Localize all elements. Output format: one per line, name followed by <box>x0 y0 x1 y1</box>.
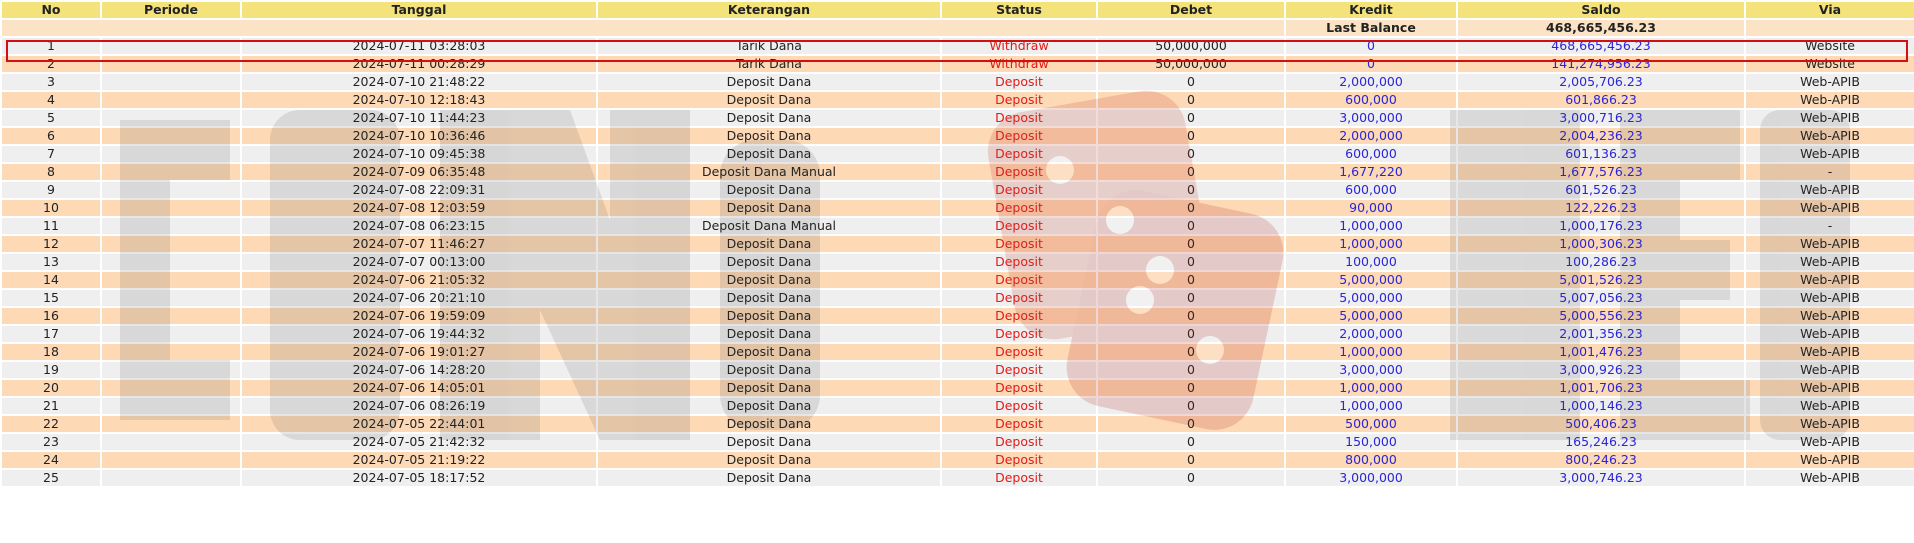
last-balance-spacer <box>2 20 1284 36</box>
table-row[interactable] <box>2 92 1914 108</box>
cell-tanggal: 2024-07-10 09:45:38 <box>242 146 596 162</box>
cell-periode <box>102 218 240 234</box>
cell-debet: 0 <box>1098 74 1284 90</box>
cell-via: Website <box>1746 56 1914 72</box>
cell-kredit: 5,000,000 <box>1286 272 1456 288</box>
cell-periode <box>102 110 240 126</box>
cell-tanggal: 2024-07-06 08:26:19 <box>242 398 596 414</box>
cell-tanggal: 2024-07-10 11:44:23 <box>242 110 596 126</box>
cell-via: Web-APIB <box>1746 74 1914 90</box>
cell-keterangan: Deposit Dana <box>598 236 940 252</box>
cell-kredit: 150,000 <box>1286 434 1456 450</box>
cell-kredit: 1,000,000 <box>1286 398 1456 414</box>
cell-debet: 0 <box>1098 308 1284 324</box>
cell-keterangan: Deposit Dana <box>598 290 940 306</box>
cell-periode <box>102 470 240 486</box>
cell-debet: 0 <box>1098 452 1284 468</box>
table-row[interactable] <box>2 146 1914 162</box>
cell-debet: 0 <box>1098 326 1284 342</box>
col-header-debet[interactable]: Debet <box>1098 2 1284 18</box>
cell-saldo: 1,000,176.23 <box>1458 218 1744 234</box>
cell-debet: 0 <box>1098 380 1284 396</box>
cell-keterangan: Deposit Dana <box>598 182 940 198</box>
cell-status: Deposit <box>942 272 1096 288</box>
cell-saldo: 2,005,706.23 <box>1458 74 1744 90</box>
cell-saldo: 165,246.23 <box>1458 434 1744 450</box>
cell-kredit: 100,000 <box>1286 254 1456 270</box>
cell-no: 10 <box>2 200 100 216</box>
table-row[interactable] <box>2 434 1914 450</box>
cell-debet: 0 <box>1098 218 1284 234</box>
cell-tanggal: 2024-07-08 12:03:59 <box>242 200 596 216</box>
cell-saldo: 601,526.23 <box>1458 182 1744 198</box>
cell-keterangan: Deposit Dana <box>598 74 940 90</box>
cell-status: Deposit <box>942 128 1096 144</box>
cell-kredit: 0 <box>1286 56 1456 72</box>
cell-no: 24 <box>2 452 100 468</box>
cell-tanggal: 2024-07-08 06:23:15 <box>242 218 596 234</box>
cell-tanggal: 2024-07-10 21:48:22 <box>242 74 596 90</box>
cell-kredit: 1,000,000 <box>1286 344 1456 360</box>
cell-tanggal: 2024-07-06 19:59:09 <box>242 308 596 324</box>
cell-tanggal: 2024-07-06 14:05:01 <box>242 380 596 396</box>
table-row[interactable] <box>2 236 1914 252</box>
cell-via: Web-APIB <box>1746 290 1914 306</box>
cell-kredit: 1,000,000 <box>1286 380 1456 396</box>
cell-saldo: 2,001,356.23 <box>1458 326 1744 342</box>
cell-debet: 50,000,000 <box>1098 38 1284 54</box>
cell-no: 3 <box>2 74 100 90</box>
cell-kredit: 3,000,000 <box>1286 362 1456 378</box>
cell-keterangan: Deposit Dana <box>598 200 940 216</box>
col-header-tanggal[interactable]: Tanggal <box>242 2 596 18</box>
cell-debet: 0 <box>1098 164 1284 180</box>
cell-saldo: 100,286.23 <box>1458 254 1744 270</box>
cell-tanggal: 2024-07-09 06:35:48 <box>242 164 596 180</box>
cell-tanggal: 2024-07-05 22:44:01 <box>242 416 596 432</box>
cell-via: Web-APIB <box>1746 308 1914 324</box>
cell-kredit: 500,000 <box>1286 416 1456 432</box>
cell-status: Deposit <box>942 182 1096 198</box>
cell-status: Deposit <box>942 92 1096 108</box>
cell-periode <box>102 434 240 450</box>
cell-status: Deposit <box>942 290 1096 306</box>
cell-status: Deposit <box>942 308 1096 324</box>
cell-periode <box>102 380 240 396</box>
cell-tanggal: 2024-07-08 22:09:31 <box>242 182 596 198</box>
table-row[interactable] <box>2 398 1914 414</box>
cell-keterangan: Tarik Dana <box>598 56 940 72</box>
cell-kredit: 5,000,000 <box>1286 308 1456 324</box>
cell-periode <box>102 200 240 216</box>
cell-debet: 0 <box>1098 434 1284 450</box>
cell-periode <box>102 308 240 324</box>
cell-no: 21 <box>2 398 100 414</box>
col-header-kredit[interactable]: Kredit <box>1286 2 1456 18</box>
col-header-keterangan[interactable]: Keterangan <box>598 2 940 18</box>
cell-tanggal: 2024-07-11 03:28:03 <box>242 38 596 54</box>
cell-via: Web-APIB <box>1746 470 1914 486</box>
cell-debet: 0 <box>1098 92 1284 108</box>
table-row[interactable] <box>2 74 1914 90</box>
last-balance-row <box>2 20 1914 36</box>
cell-saldo: 500,406.23 <box>1458 416 1744 432</box>
cell-keterangan: Deposit Dana <box>598 254 940 270</box>
cell-status: Deposit <box>942 452 1096 468</box>
cell-kredit: 600,000 <box>1286 182 1456 198</box>
table-row[interactable] <box>2 254 1914 270</box>
cell-periode <box>102 74 240 90</box>
col-header-periode[interactable]: Periode <box>102 2 240 18</box>
cell-kredit: 1,677,220 <box>1286 164 1456 180</box>
cell-via: Web-APIB <box>1746 254 1914 270</box>
cell-tanggal: 2024-07-10 10:36:46 <box>242 128 596 144</box>
cell-via: Web-APIB <box>1746 452 1914 468</box>
cell-status: Deposit <box>942 254 1096 270</box>
cell-status: Deposit <box>942 398 1096 414</box>
cell-tanggal: 2024-07-11 00:28:29 <box>242 56 596 72</box>
col-header-status[interactable]: Status <box>942 2 1096 18</box>
cell-saldo: 1,001,706.23 <box>1458 380 1744 396</box>
cell-kredit: 2,000,000 <box>1286 326 1456 342</box>
cell-periode <box>102 236 240 252</box>
table-row[interactable] <box>2 416 1914 432</box>
cell-via: Web-APIB <box>1746 416 1914 432</box>
cell-via: Web-APIB <box>1746 128 1914 144</box>
cell-via: Web-APIB <box>1746 182 1914 198</box>
cell-keterangan: Deposit Dana <box>598 470 940 486</box>
cell-debet: 50,000,000 <box>1098 56 1284 72</box>
cell-keterangan: Deposit Dana <box>598 110 940 126</box>
cell-status: Deposit <box>942 380 1096 396</box>
table-row[interactable] <box>2 362 1914 378</box>
cell-via: Web-APIB <box>1746 200 1914 216</box>
cell-status: Deposit <box>942 362 1096 378</box>
cell-debet: 0 <box>1098 146 1284 162</box>
cell-via: Web-APIB <box>1746 92 1914 108</box>
cell-saldo: 3,000,716.23 <box>1458 110 1744 126</box>
cell-tanggal: 2024-07-06 21:05:32 <box>242 272 596 288</box>
cell-no: 16 <box>2 308 100 324</box>
cell-saldo: 601,866.23 <box>1458 92 1744 108</box>
cell-no: 20 <box>2 380 100 396</box>
cell-no: 15 <box>2 290 100 306</box>
table-row[interactable] <box>2 110 1914 126</box>
cell-via: Web-APIB <box>1746 326 1914 342</box>
cell-no: 1 <box>2 38 100 54</box>
cell-status: Deposit <box>942 470 1096 486</box>
cell-kredit: 1,000,000 <box>1286 218 1456 234</box>
last-balance-value: 468,665,456.23 <box>1458 20 1744 36</box>
cell-saldo: 1,001,476.23 <box>1458 344 1744 360</box>
cell-periode <box>102 344 240 360</box>
cell-kredit: 90,000 <box>1286 200 1456 216</box>
cell-debet: 0 <box>1098 398 1284 414</box>
cell-saldo: 800,246.23 <box>1458 452 1744 468</box>
cell-tanggal: 2024-07-10 12:18:43 <box>242 92 596 108</box>
cell-status: Deposit <box>942 236 1096 252</box>
cell-tanggal: 2024-07-06 19:01:27 <box>242 344 596 360</box>
last-balance-via-spacer <box>1746 20 1914 36</box>
cell-saldo: 5,007,056.23 <box>1458 290 1744 306</box>
cell-saldo: 122,226.23 <box>1458 200 1744 216</box>
table-header-row <box>2 2 1914 18</box>
cell-no: 8 <box>2 164 100 180</box>
cell-via: Web-APIB <box>1746 272 1914 288</box>
cell-status: Withdraw <box>942 38 1096 54</box>
cell-periode <box>102 146 240 162</box>
cell-debet: 0 <box>1098 416 1284 432</box>
cell-via: Web-APIB <box>1746 434 1914 450</box>
cell-saldo: 468,665,456.23 <box>1458 38 1744 54</box>
table-row[interactable] <box>2 470 1914 486</box>
cell-status: Deposit <box>942 344 1096 360</box>
cell-keterangan: Deposit Dana <box>598 326 940 342</box>
cell-no: 17 <box>2 326 100 342</box>
cell-via: Web-APIB <box>1746 344 1914 360</box>
cell-status: Deposit <box>942 164 1096 180</box>
cell-keterangan: Tarik Dana <box>598 38 940 54</box>
table-row[interactable] <box>2 128 1914 144</box>
cell-periode <box>102 272 240 288</box>
cell-via: Web-APIB <box>1746 110 1914 126</box>
cell-kredit: 0 <box>1286 38 1456 54</box>
col-header-via[interactable]: Via <box>1746 2 1914 18</box>
cell-keterangan: Deposit Dana <box>598 452 940 468</box>
table-row[interactable] <box>2 218 1914 234</box>
cell-saldo: 1,000,306.23 <box>1458 236 1744 252</box>
cell-no: 12 <box>2 236 100 252</box>
cell-via: Web-APIB <box>1746 398 1914 414</box>
table-row[interactable] <box>2 200 1914 216</box>
cell-saldo: 2,004,236.23 <box>1458 128 1744 144</box>
cell-periode <box>102 452 240 468</box>
cell-via: Web-APIB <box>1746 236 1914 252</box>
cell-no: 22 <box>2 416 100 432</box>
cell-saldo: 601,136.23 <box>1458 146 1744 162</box>
cell-keterangan: Deposit Dana <box>598 128 940 144</box>
cell-periode <box>102 290 240 306</box>
cell-status: Deposit <box>942 200 1096 216</box>
cell-debet: 0 <box>1098 290 1284 306</box>
last-balance-label: Last Balance <box>1286 20 1456 36</box>
cell-saldo: 3,000,926.23 <box>1458 362 1744 378</box>
cell-keterangan: Deposit Dana <box>598 416 940 432</box>
table-row[interactable] <box>2 272 1914 288</box>
cell-kredit: 3,000,000 <box>1286 470 1456 486</box>
col-header-no[interactable]: No <box>2 2 100 18</box>
table-row[interactable] <box>2 326 1914 342</box>
cell-periode <box>102 398 240 414</box>
cell-via: - <box>1746 218 1914 234</box>
cell-tanggal: 2024-07-06 14:28:20 <box>242 362 596 378</box>
cell-no: 19 <box>2 362 100 378</box>
cell-kredit: 1,000,000 <box>1286 236 1456 252</box>
cell-tanggal: 2024-07-05 21:19:22 <box>242 452 596 468</box>
cell-debet: 0 <box>1098 128 1284 144</box>
cell-debet: 0 <box>1098 200 1284 216</box>
cell-kredit: 600,000 <box>1286 92 1456 108</box>
cell-no: 18 <box>2 344 100 360</box>
cell-no: 2 <box>2 56 100 72</box>
cell-kredit: 600,000 <box>1286 146 1456 162</box>
cell-no: 13 <box>2 254 100 270</box>
cell-keterangan: Deposit Dana <box>598 380 940 396</box>
cell-no: 6 <box>2 128 100 144</box>
cell-debet: 0 <box>1098 362 1284 378</box>
cell-status: Deposit <box>942 416 1096 432</box>
cell-status: Deposit <box>942 146 1096 162</box>
cell-keterangan: Deposit Dana Manual <box>598 164 940 180</box>
cell-kredit: 2,000,000 <box>1286 74 1456 90</box>
cell-via: - <box>1746 164 1914 180</box>
table-row[interactable] <box>2 344 1914 360</box>
cell-kredit: 5,000,000 <box>1286 290 1456 306</box>
cell-saldo: 1,000,146.23 <box>1458 398 1744 414</box>
cell-status: Deposit <box>942 218 1096 234</box>
cell-periode <box>102 128 240 144</box>
cell-status: Deposit <box>942 434 1096 450</box>
table-row[interactable] <box>2 452 1914 468</box>
cell-keterangan: Deposit Dana <box>598 362 940 378</box>
selected-row-highlight <box>6 40 1908 62</box>
cell-kredit: 2,000,000 <box>1286 128 1456 144</box>
cell-no: 7 <box>2 146 100 162</box>
cell-tanggal: 2024-07-06 20:21:10 <box>242 290 596 306</box>
cell-via: Web-APIB <box>1746 362 1914 378</box>
cell-keterangan: Deposit Dana <box>598 146 940 162</box>
cell-tanggal: 2024-07-05 21:42:32 <box>242 434 596 450</box>
cell-periode <box>102 164 240 180</box>
cell-via: Website <box>1746 38 1914 54</box>
cell-keterangan: Deposit Dana <box>598 92 940 108</box>
table-row[interactable] <box>2 380 1914 396</box>
cell-status: Withdraw <box>942 56 1096 72</box>
table-row[interactable] <box>2 308 1914 324</box>
cell-debet: 0 <box>1098 272 1284 288</box>
cell-keterangan: Deposit Dana <box>598 434 940 450</box>
cell-saldo: 5,000,556.23 <box>1458 308 1744 324</box>
cell-no: 23 <box>2 434 100 450</box>
cell-kredit: 800,000 <box>1286 452 1456 468</box>
cell-keterangan: Deposit Dana <box>598 308 940 324</box>
cell-periode <box>102 362 240 378</box>
cell-saldo: 5,001,526.23 <box>1458 272 1744 288</box>
cell-tanggal: 2024-07-07 00:13:00 <box>242 254 596 270</box>
col-header-saldo[interactable]: Saldo <box>1458 2 1744 18</box>
cell-no: 5 <box>2 110 100 126</box>
cell-saldo: 3,000,746.23 <box>1458 470 1744 486</box>
table-row[interactable] <box>2 164 1914 180</box>
cell-status: Deposit <box>942 74 1096 90</box>
table-row[interactable] <box>2 182 1914 198</box>
cell-status: Deposit <box>942 326 1096 342</box>
cell-keterangan: Deposit Dana <box>598 398 940 414</box>
cell-debet: 0 <box>1098 344 1284 360</box>
cell-tanggal: 2024-07-07 11:46:27 <box>242 236 596 252</box>
cell-periode <box>102 92 240 108</box>
cell-keterangan: Deposit Dana <box>598 344 940 360</box>
cell-keterangan: Deposit Dana Manual <box>598 218 940 234</box>
cell-debet: 0 <box>1098 182 1284 198</box>
cell-periode <box>102 254 240 270</box>
cell-debet: 0 <box>1098 470 1284 486</box>
cell-periode <box>102 182 240 198</box>
cell-tanggal: 2024-07-06 19:44:32 <box>242 326 596 342</box>
cell-kredit: 3,000,000 <box>1286 110 1456 126</box>
cell-periode <box>102 416 240 432</box>
cell-keterangan: Deposit Dana <box>598 272 940 288</box>
cell-no: 14 <box>2 272 100 288</box>
cell-saldo: 1,677,576.23 <box>1458 164 1744 180</box>
cell-no: 4 <box>2 92 100 108</box>
cell-via: Web-APIB <box>1746 380 1914 396</box>
cell-debet: 0 <box>1098 254 1284 270</box>
cell-periode <box>102 326 240 342</box>
cell-status: Deposit <box>942 110 1096 126</box>
cell-tanggal: 2024-07-05 18:17:52 <box>242 470 596 486</box>
cell-no: 11 <box>2 218 100 234</box>
cell-saldo: 141,274,956.23 <box>1458 56 1744 72</box>
cell-no: 9 <box>2 182 100 198</box>
cell-no: 25 <box>2 470 100 486</box>
cell-debet: 0 <box>1098 110 1284 126</box>
table-row[interactable] <box>2 290 1914 306</box>
cell-via: Web-APIB <box>1746 146 1914 162</box>
cell-debet: 0 <box>1098 236 1284 252</box>
